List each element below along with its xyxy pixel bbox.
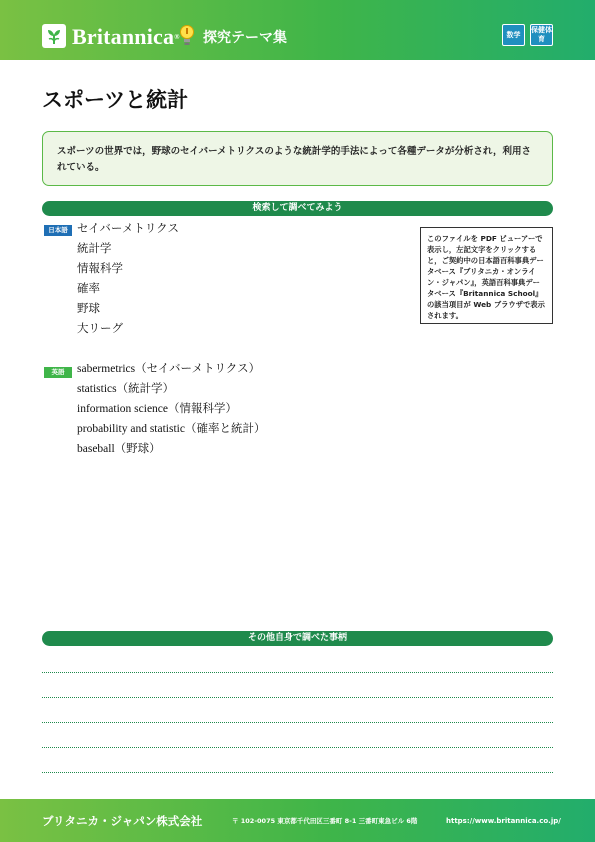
company-url[interactable]: https://www.britannica.co.jp/: [446, 817, 561, 825]
term-link-ja[interactable]: 野球: [77, 303, 100, 315]
page-title: スポーツと統計: [42, 88, 189, 112]
writing-line: [42, 672, 553, 673]
term-link-ja[interactable]: 確率: [77, 283, 100, 295]
term-link-ja[interactable]: 統計学: [77, 243, 112, 255]
term-link-ja[interactable]: 大リーグ: [77, 323, 123, 335]
writing-line: [42, 697, 553, 698]
term-link-ja[interactable]: セイバーメトリクス: [77, 223, 180, 235]
company-address: 〒 102-0075 東京都千代田区三番町 8-1 三番町東急ビル 6階: [232, 817, 418, 825]
term-link-en[interactable]: probability and statistic（確率と統計）: [77, 423, 266, 435]
term-link-en[interactable]: baseball（野球）: [77, 443, 161, 455]
term-link-en[interactable]: statistics（統計学）: [77, 383, 175, 395]
subject-badge-math: 数学: [502, 24, 525, 46]
term-link-en[interactable]: sabermetrics（セイバーメトリクス）: [77, 363, 261, 375]
company-name: ブリタニカ・ジャパン株式会社: [42, 814, 203, 828]
term-link-ja[interactable]: 情報科学: [77, 263, 123, 275]
japanese-tag: 日本語: [44, 225, 72, 236]
thistle-logo-icon: [42, 24, 66, 48]
search-section-heading: 検索して調べてみよう: [42, 201, 553, 216]
intro-box: スポーツの世界では，野球のセイバーメトリクスのような統計学的手法によって各種データが分析され，利用されている。: [42, 131, 553, 186]
subject-badge-pe: 保健体育: [530, 24, 553, 46]
english-tag: 英語: [44, 367, 72, 378]
writing-line: [42, 772, 553, 773]
pdf-usage-note: このファイルを PDF ビューアーで表示し，左記文字をクリックすると，ご契約中の日本語百科事典データベース『ブリタニカ・オンライン・ジャパン』，英語百科事典データベース『Britannica School』の該当項目が Web ブラウザで表示されます。: [420, 227, 553, 324]
other-section-heading: その他自身で調べた事柄: [42, 631, 553, 646]
writing-line: [42, 722, 553, 723]
writing-line: [42, 747, 553, 748]
series-title: 探究テーマ集: [203, 30, 287, 46]
term-link-en[interactable]: information science（情報科学）: [77, 403, 238, 415]
lightbulb-icon: [180, 24, 194, 52]
brand-name: Britannica®: [72, 24, 180, 49]
